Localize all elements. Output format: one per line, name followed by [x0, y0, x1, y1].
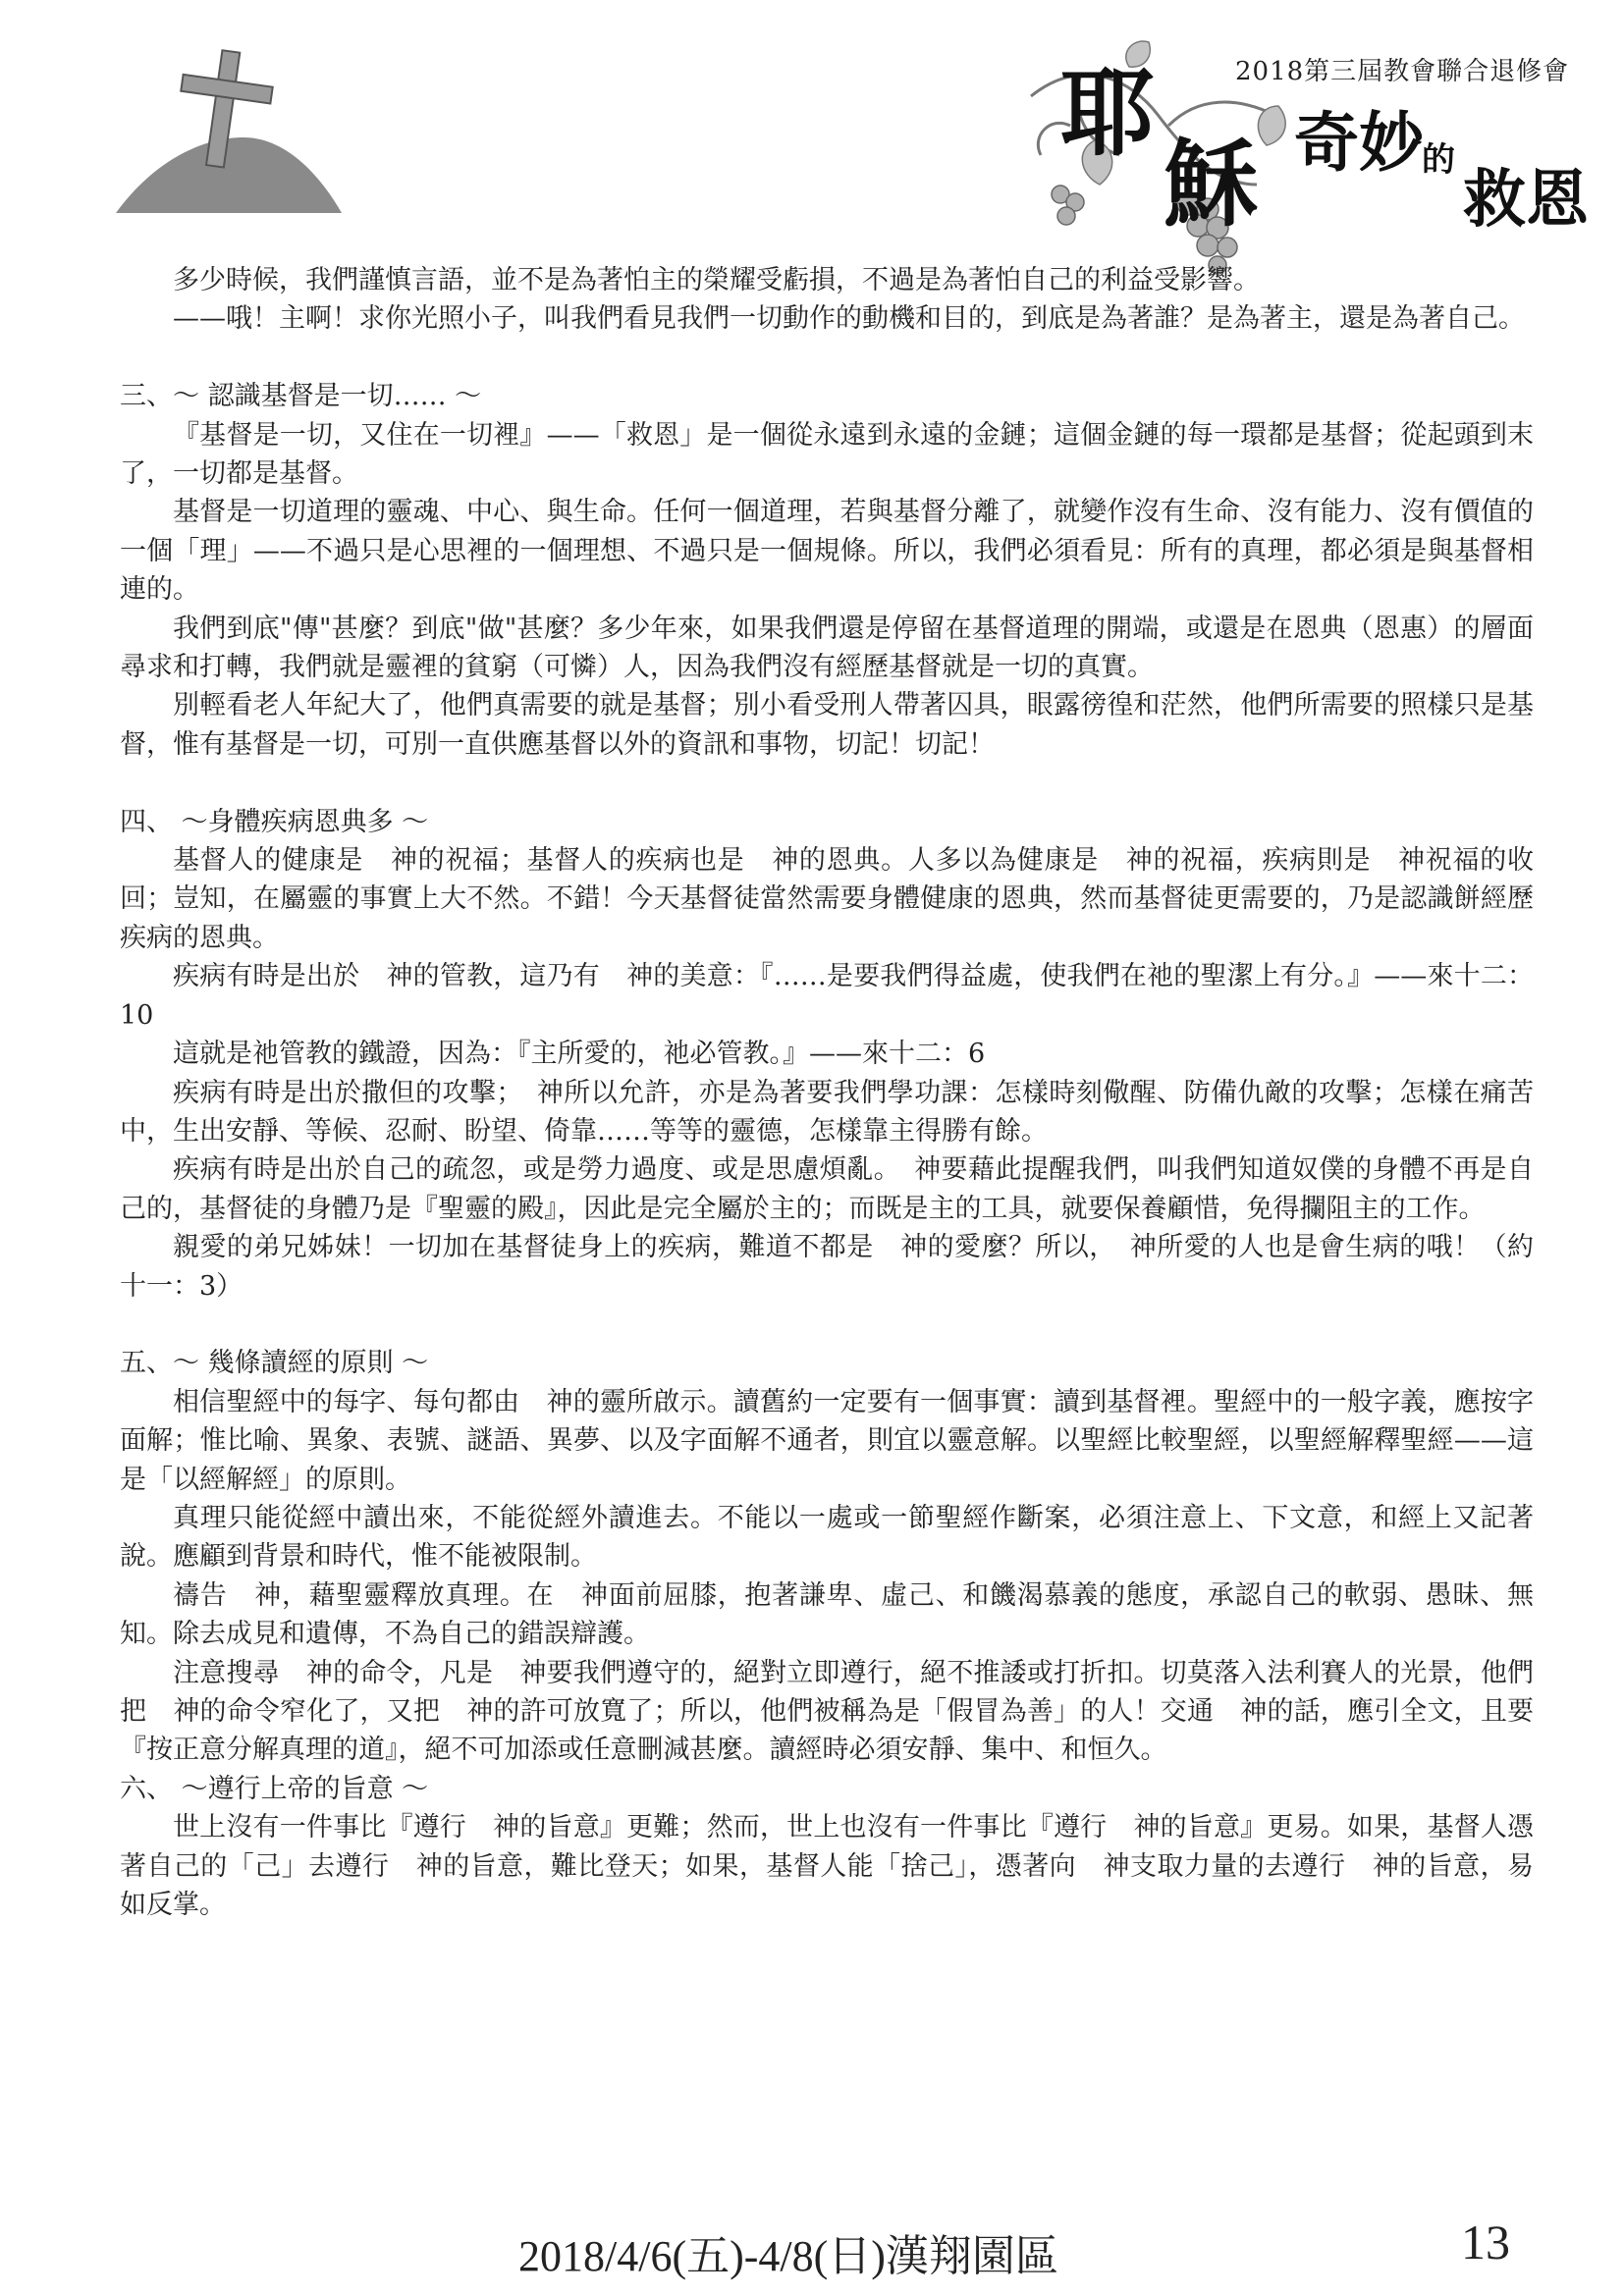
- cross-hill-icon: [116, 41, 342, 218]
- paragraph: 疾病有時是出於撒但的攻擊； 神所以允許，亦是為著要我們學功課：怎樣時刻儆醒、防備仇敵的攻擊；怎樣在痛苦中，生出安靜、等候、忍耐、盼望、倚靠……等等的靈德，怎樣靠主得勝有餘。: [120, 1077, 1534, 1147]
- article-body: [120, 261, 1534, 1924]
- section-heading: 四、 ～身體疾病恩典多 ～: [120, 806, 429, 837]
- paragraph: 別輕看老人年紀大了，他們真需要的就是基督；別小看受刑人帶著囚具，眼露徬徨和茫然，他們所需要的照樣只是基督，惟有基督是一切，可別一直供應基督以外的資訊和事物，切記！切記！: [120, 690, 1534, 760]
- paragraph: 基督人的健康是 神的祝福；基督人的疾病也是 神的恩典。人多以為健康是 神的祝福，疾病則是 神祝福的收回；豈知，在屬靈的事實上大不然。不錯！今天基督徒當然需要身體健康的恩典，然而基督徒更需要的，乃是認識餅經歷疾病的恩典。: [120, 845, 1534, 953]
- event-title: 2018第三屆教會聯合退修會: [1235, 57, 1570, 86]
- paragraph: 這就是祂管教的鐵證，因為：『主所愛的，祂必管教。』——來十二：6: [173, 1039, 986, 1070]
- theme-char-su: 穌: [1164, 129, 1258, 240]
- footer-date-location: 2018/4/6(五)-4/8(日)漢翔園區: [518, 2232, 1058, 2280]
- theme-char-qimiao: 奇妙: [1294, 104, 1424, 181]
- paragraph: 禱告 神，藉聖靈釋放真理。在 神面前屈膝，抱著謙卑、虛己、和饑渴慕義的態度，承認自己的軟弱、愚昧、無知。除去成見和遺傳，不為自己的錯誤辯護。: [120, 1579, 1534, 1650]
- paragraph: 基督是一切道理的靈魂、中心、與生命。任何一個道理，若與基督分離了，就變作沒有生命、沒有能力、沒有價值的一個「理」——不過只是心思裡的一個理想、不過只是一個規條。所以，我們必須看見：所有的真理，都必須是與基督相連的。: [120, 497, 1534, 606]
- paragraph: 注意搜尋 神的命令，凡是 神要我們遵守的，絕對立即遵行，絕不推諉或打折扣。切莫落入法利賽人的光景，他們把 神的命令窄化了，又把 神的許可放寬了；所以，他們被稱為是「假冒為善」的人！交通 神的話，應引全文，且要『按正意分解真理的道』，絕不可加添或任意刪減甚麼。讀經時必須安靜、集中、和恒久。: [120, 1657, 1534, 1766]
- paragraph: 相信聖經中的每字、每句都由 神的靈所啟示。讀舊約一定要有一個事實：讀到基督裡。聖經中的一般字義，應按字面解；惟比喻、異象、表號、謎語、異夢、以及字面解不通者，則宜以靈意解。以聖經比較聖經，以聖經解釋聖經——這是「以經解經」的原則。: [120, 1386, 1534, 1495]
- paragraph: 真理只能從經中讀出來，不能從經外讀進去。不能以一處或一節聖經作斷案，必須注意上、下文意，和經上又記著說。應顧到背景和時代，惟不能被限制。: [120, 1502, 1534, 1573]
- paragraph: 我們到底"傳"甚麼？到底"做"甚麼？多少年來，如果我們還是停留在基督道理的開端，或還是在恩典（恩惠）的層面尋求和打轉，我們就是靈裡的貧窮（可憐）人，因為我們沒有經歷基督就是一切的真實。: [120, 613, 1534, 683]
- paragraph: 『基督是一切，又住在一切裡』——「救恩」是一個從永遠到永遠的金鏈；這個金鏈的每一環都是基督；從起頭到末了，一切都是基督。: [120, 419, 1534, 490]
- paragraph: 世上沒有一件事比『遵行 神的旨意』更難；然而，世上也沒有一件事比『遵行 神的旨意』更易。如果，基督人憑著自己的「己」去遵行 神的旨意，難比登天；如果，基督人能「捨己」，憑著向 神支取力量的去遵行 神的旨意，易如反掌。: [120, 1812, 1534, 1921]
- page-number: 13: [1461, 2215, 1510, 2269]
- section-heading: 三、～ 認識基督是一切…… ～: [120, 381, 482, 412]
- paragraph: 疾病有時是出於自己的疏忽，或是勞力過度、或是思慮煩亂。 神要藉此提醒我們，叫我們知道奴僕的身體不再是自己的，基督徒的身體乃是『聖靈的殿』，因此是完全屬於主的；而既是主的工具，就要保養顧惜，免得攔阻主的工作。: [120, 1154, 1534, 1224]
- section-heading: 五、～ 幾條讀經的原則 ～: [120, 1348, 429, 1379]
- paragraph: 親愛的弟兄姊妹！一切加在基督徒身上的疾病，難道不都是 神的愛麼？所以， 神所愛的人也是會生病的哦！（約十一：3）: [120, 1232, 1534, 1302]
- theme-char-ye: 耶: [1060, 58, 1155, 169]
- paragraph: 疾病有時是出於 神的管教，這乃有 神的美意：『……是要我們得益處，使我們在祂的聖潔上有分。』——來十二：10: [120, 961, 1534, 1031]
- theme-char-jiuen: 救恩: [1463, 163, 1589, 237]
- theme-char-de: 的: [1422, 140, 1455, 180]
- paragraph: ——哦！主啊！求你光照小子，叫我們看見我們一切動作的動機和目的，到底是為著誰？是為著主，還是為著自己。: [173, 303, 1525, 335]
- section-heading: 六、 ～遵行上帝的旨意 ～: [120, 1773, 429, 1804]
- paragraph: 多少時候，我們謹慎言語，並不是為著怕主的榮耀受虧損，不過是為著怕自己的利益受影響。: [173, 265, 1260, 295]
